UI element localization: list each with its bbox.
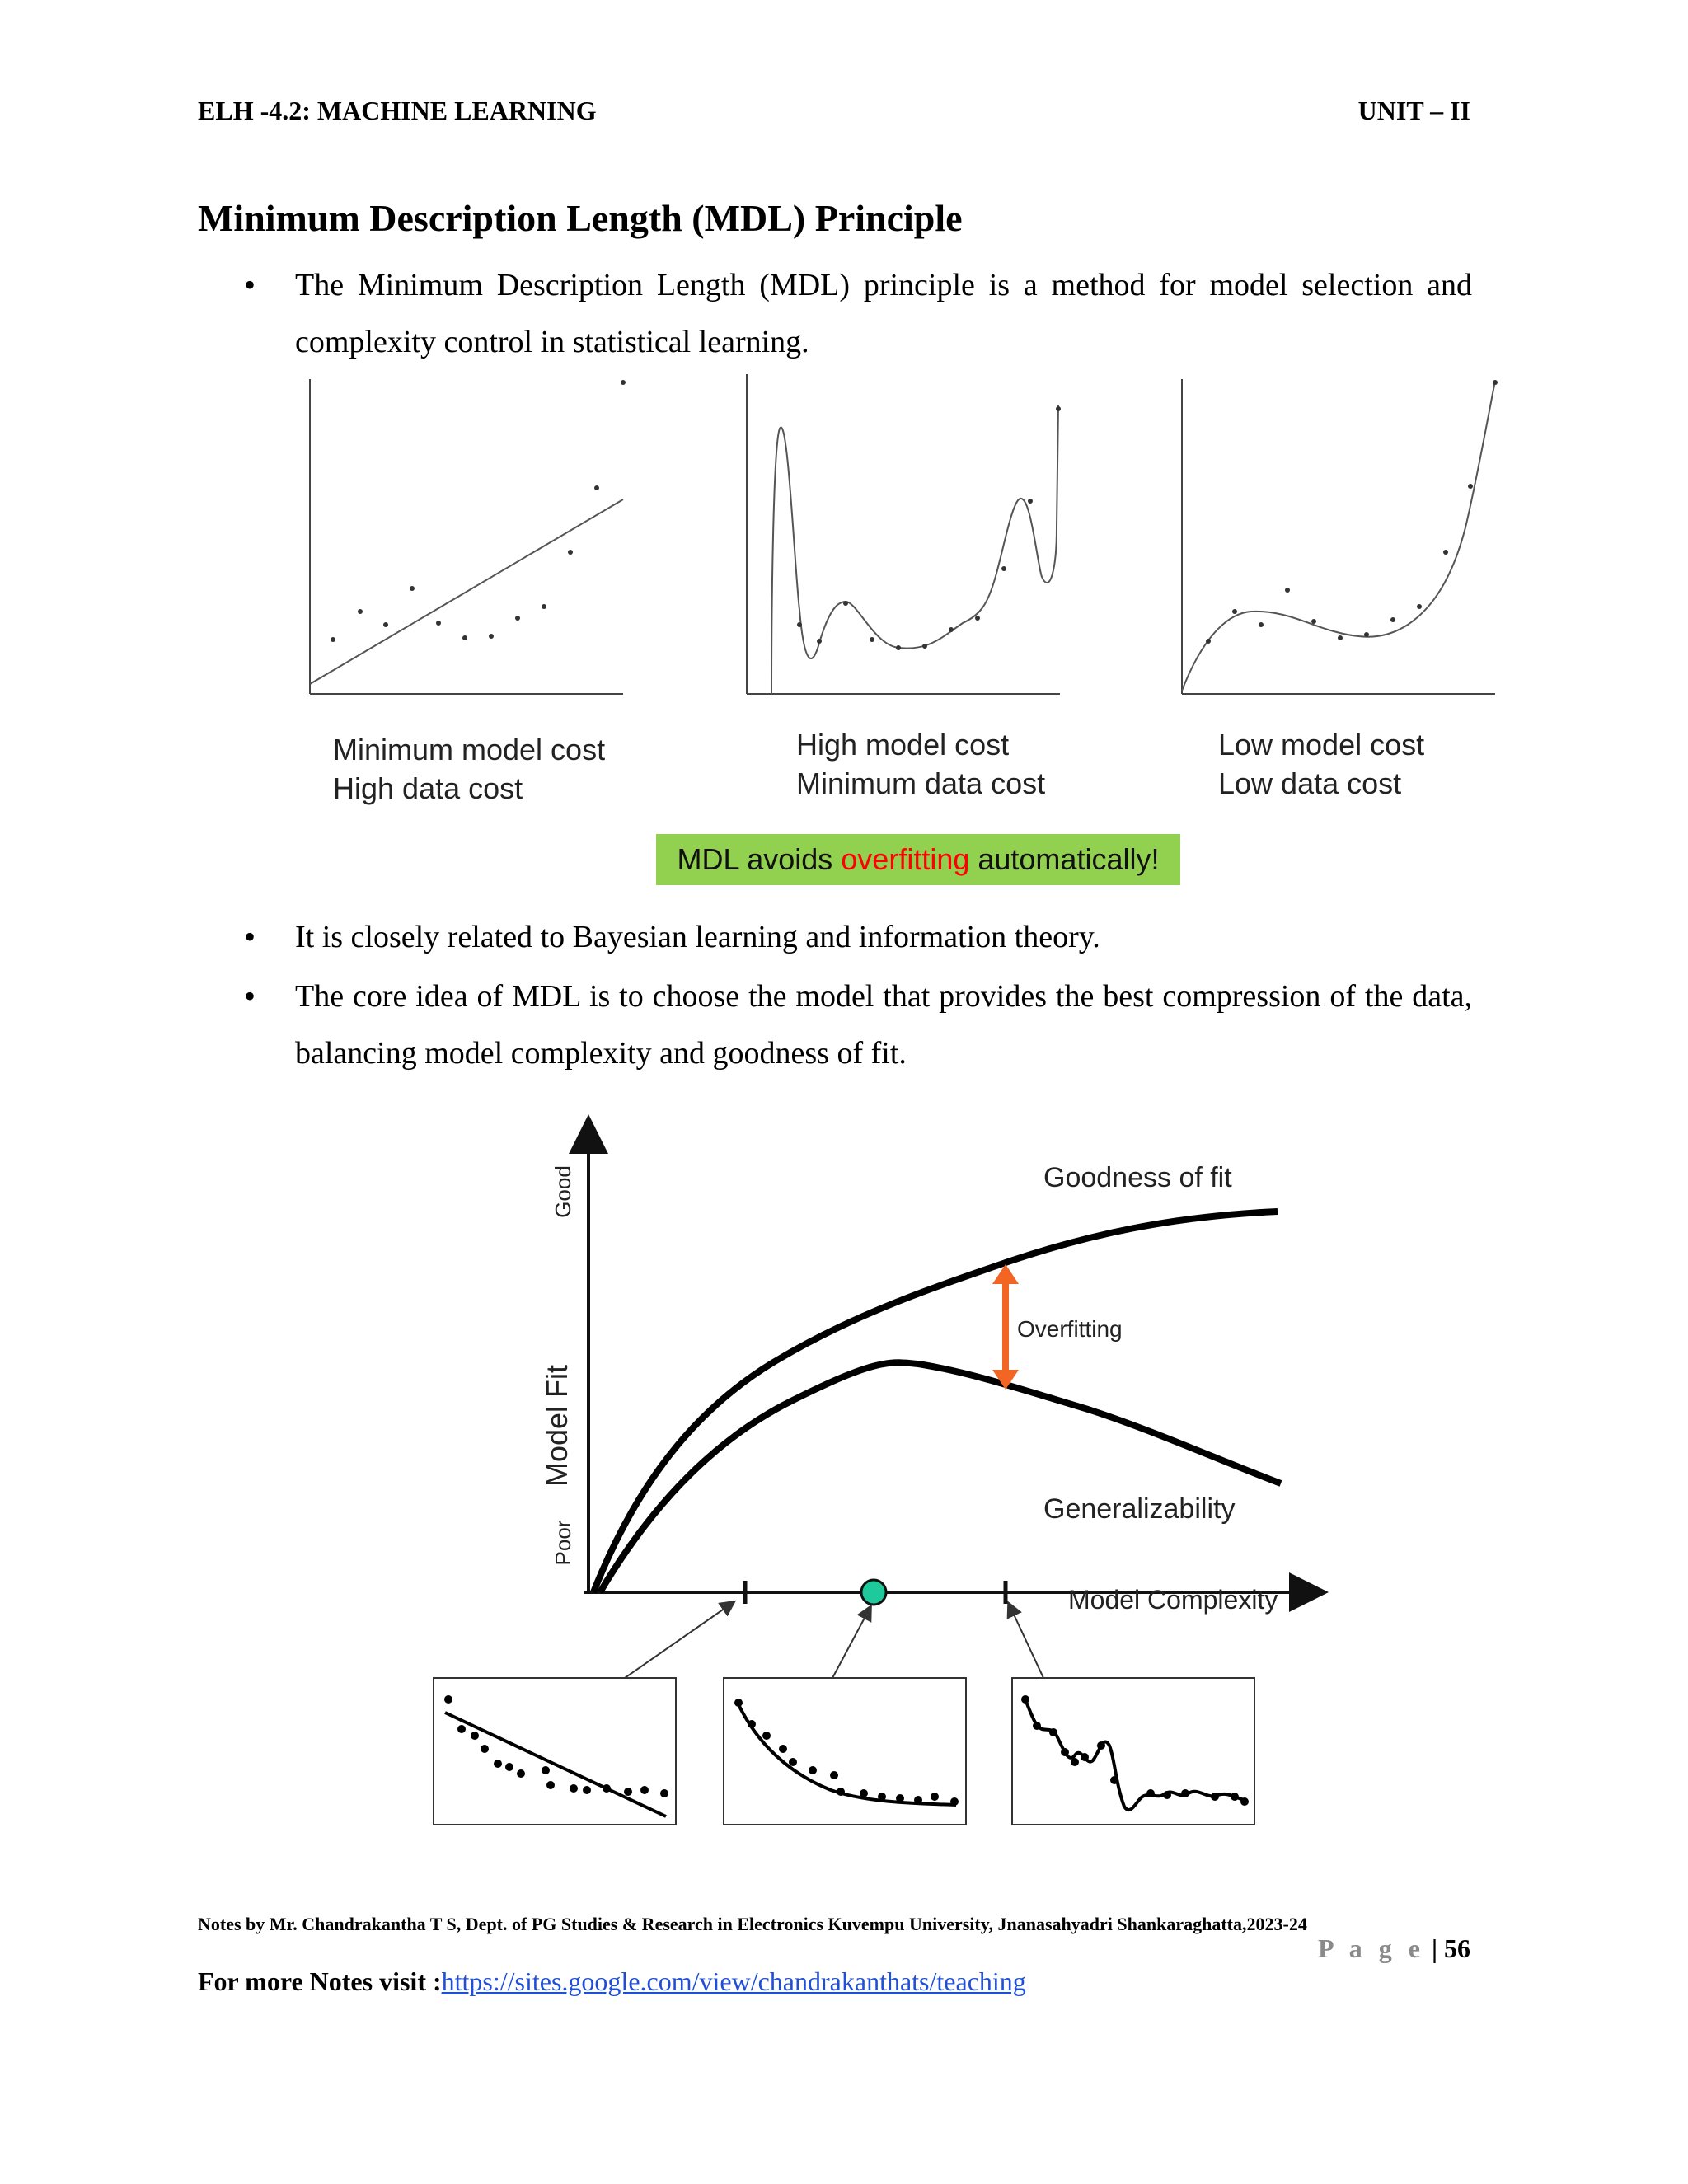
notes-link[interactable]: https://sites.google.com/view/chandrakanthats/teaching: [441, 1966, 1026, 1996]
panel1-fit-line: [310, 499, 623, 684]
header-unit: UNIT – II: [1357, 96, 1470, 125]
banner-text-after: automatically!: [969, 842, 1160, 876]
panel1-data-points: [331, 380, 626, 642]
optimal-complexity-marker: [861, 1580, 886, 1605]
bullet-text-1: The Minimum Description Length (MDL) principle is a method for model selection and complexity control in statistical learning.: [295, 268, 1472, 359]
panel1-caption: [333, 730, 605, 808]
inset-optimal: [724, 1678, 966, 1825]
x-axis-label: Model Complexity: [1068, 1585, 1278, 1615]
inset-overfit: [1012, 1678, 1254, 1825]
pointer-underfit: [625, 1602, 734, 1678]
fit-vs-complexity-figure: [412, 1104, 1352, 1846]
header-course: ELH -4.2: MACHINE LEARNING: [198, 96, 597, 125]
pointer-overfit: [1009, 1604, 1043, 1678]
inset-underfit: [434, 1678, 676, 1825]
bullet-text-2: It is closely related to Bayesian learning and information theory.: [295, 920, 1100, 954]
generalizability-label: Generalizability: [1043, 1493, 1236, 1525]
bullet-icon: •: [244, 977, 256, 1015]
panel2-caption-data-cost: Minimum data cost: [796, 766, 1046, 800]
panel-balanced-fit: [1182, 379, 1498, 694]
footer-visit: [198, 1966, 1026, 1997]
section-title: Minimum Description Length (MDL) Principle: [198, 197, 963, 239]
overfitting-arrow: [992, 1264, 1019, 1390]
panel2-caption-model-cost: High model cost: [796, 728, 1010, 762]
panel1-caption-data-cost: High data cost: [333, 771, 523, 805]
y-poor-label: Poor: [551, 1520, 575, 1566]
y-axis-label: Model Fit: [540, 1364, 574, 1488]
goodness-of-fit-curve: [593, 1212, 1278, 1592]
bullet-text-3: The core idea of MDL is to choose the model that provides the best compression of the data, balancing model complexity and goodness of fit.: [295, 979, 1472, 1071]
page-number: [1318, 1933, 1470, 1964]
footer-notes: Notes by Mr. Chandrakantha T S, Dept. of PG Studies & Research in Electronics Kuvempu University, Jnanasahyadri Shankaraghatta,2023-24: [198, 1914, 1307, 1934]
visit-label: For more Notes visit :: [198, 1966, 442, 1996]
panel3-fit-curve: [1182, 381, 1495, 691]
panel3-caption-data-cost: Low data cost: [1218, 766, 1402, 800]
pointer-optimal: [832, 1607, 870, 1678]
bullet-icon: •: [244, 266, 256, 303]
overfitting-label: Overfitting: [1017, 1316, 1123, 1342]
panel2-data-points: [797, 406, 1061, 650]
panel3-caption-model-cost: Low model cost: [1218, 728, 1425, 762]
panel3-caption: [1218, 725, 1424, 803]
goodness-of-fit-label: Goodness of fit: [1043, 1162, 1232, 1193]
bullet-icon: •: [244, 918, 256, 955]
generalizability-curve: [600, 1362, 1281, 1592]
mdl-panels-figure: [297, 363, 1508, 709]
page-number-value: | 56: [1431, 1933, 1470, 1963]
panel2-fit-curve: [771, 405, 1058, 694]
panel2-caption: [796, 725, 1045, 803]
y-good-label: Good: [551, 1165, 575, 1218]
mdl-overfitting-banner: [656, 834, 1180, 885]
panel-overfit: [747, 374, 1061, 694]
panel-linear-fit: [310, 379, 626, 694]
page-word: P a g e: [1317, 1933, 1425, 1963]
banner-highlight: overfitting: [841, 842, 970, 876]
panel3-data-points: [1206, 380, 1498, 644]
banner-text-before: MDL avoids: [677, 842, 842, 876]
panel1-caption-model-cost: Minimum model cost: [333, 733, 606, 766]
